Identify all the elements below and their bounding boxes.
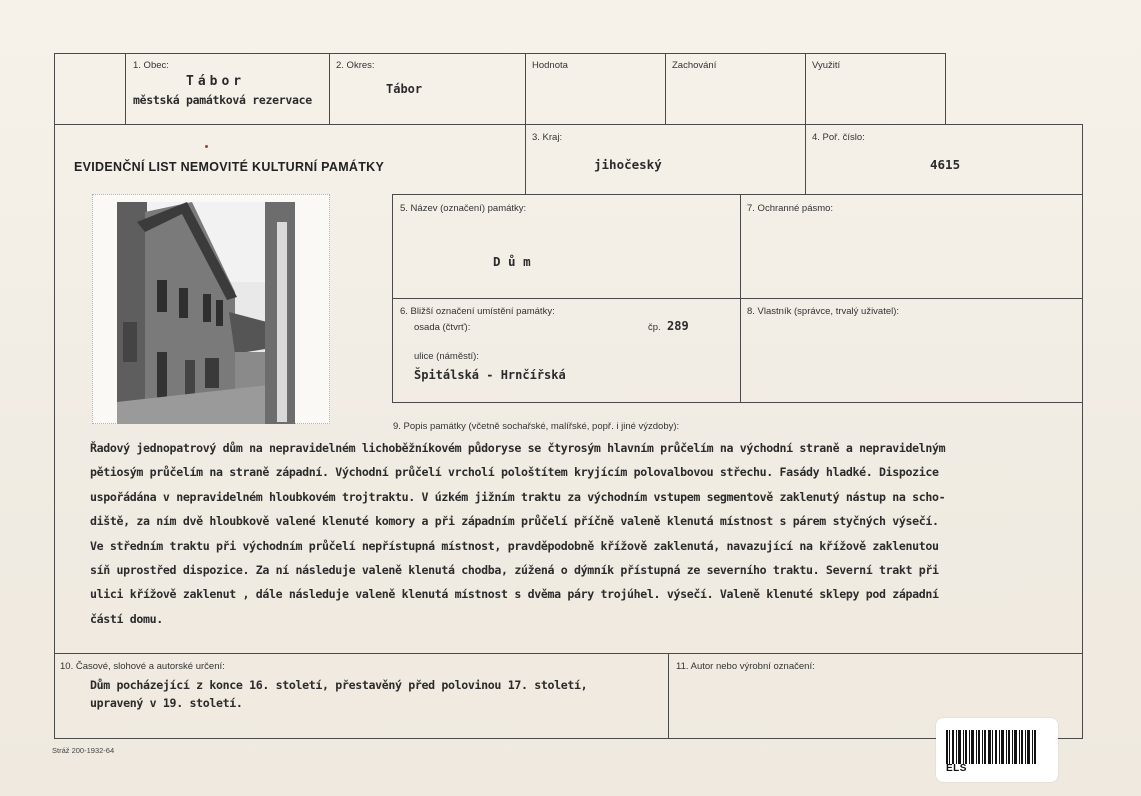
urceni-line: Dům pocházející z konce 16. století, přestavěný před polovinou 17. století, — [90, 678, 588, 692]
grid-line — [805, 53, 806, 195]
grid-line — [54, 53, 946, 54]
nazev-value: D ů m — [493, 254, 531, 269]
popis-line: Ve středním traktu při východním průčelí nepřístupná místnost, pravděpodobně křížově zaklenutá, navazující na křížově zaklenutou — [90, 538, 939, 553]
grid-line — [54, 53, 55, 739]
grid-line — [665, 53, 666, 125]
grid-line — [392, 194, 1083, 195]
ulice-label: ulice (náměstí): — [414, 351, 479, 362]
poradove-cislo-label: 4. Poř. číslo: — [812, 132, 865, 143]
house-photo-image — [117, 202, 295, 424]
vyuziti-label: Využití — [812, 60, 841, 71]
autor-label: 11. Autor nebo výrobní označení: — [676, 661, 815, 672]
okres-value: Tábor — [386, 82, 423, 96]
grid-line — [54, 738, 1083, 739]
grid-line — [54, 653, 1083, 654]
poradove-cislo-value: 4615 — [930, 157, 961, 172]
ochranne-pasmo-label: 7. Ochranné pásmo: — [747, 203, 834, 214]
form-title: EVIDENČNÍ LIST NEMOVITÉ KULTURNÍ PAMÁTKY — [74, 160, 385, 174]
popis-line: Řadový jednopatrový dům na nepravidelném lichoběžníkovém půdoryse se čtyrosým hlavním průčelím na východní straně a nepravidelným — [90, 441, 946, 455]
ulice-value: Špitálská - Hrnčířská — [414, 368, 566, 382]
popis-line: síň uprostřed dispozice. Za ní následuje valeně klenutá chodba, zúžená o dýmník přístupná ze severního traktu. Severní trakt při — [90, 563, 939, 578]
osada-label: osada (čtvrť): — [414, 322, 471, 333]
popis-line: částí domu. — [90, 611, 163, 626]
okres-label: 2. Okres: — [336, 60, 375, 71]
print-code: Stráž 200-1932-64 — [52, 746, 115, 755]
cp-value: 289 — [667, 319, 689, 333]
grid-line — [54, 124, 1083, 125]
popis-line: pětiosým průčelím na straně západní. Východní průčelí vrcholí pološtítem kryjícím polovalbovou střechu. Fasády hladké. Dispozice — [90, 465, 939, 480]
grid-line — [329, 53, 330, 125]
popis-label: 9. Popis památky (včetně sochařské, malířské, popř. i jiné výzdoby): — [393, 421, 680, 432]
popis-line: diště, za ním dvě hloubkově valené klenuté komory a při západním průčelí příčně valeně klenutá místnost s párem styčných výsečí. — [90, 514, 939, 529]
building-photo — [117, 202, 295, 424]
grid-line — [525, 53, 526, 195]
grid-line — [740, 194, 741, 403]
sticker-label: ELS — [946, 763, 967, 774]
popis-line: uspořádána v nepravidelném hloubkovém trojtraktu. V úzkém jižním traktu za východním vstupem segmentově zaklenutý nástup na scho- — [90, 489, 946, 504]
hodnota-label: Hodnota — [532, 60, 568, 71]
obec-value: Tábor — [186, 74, 246, 89]
obec-label: 1. Obec: — [133, 60, 169, 71]
urceni-label: 10. Časové, slohové a autorské určení: — [60, 661, 225, 672]
kraj-value: jihočeský — [594, 157, 662, 172]
zachovani-label: Zachování — [672, 60, 717, 71]
grid-line — [392, 194, 393, 403]
grid-line — [945, 53, 946, 125]
grid-line — [392, 402, 1083, 403]
grid-line — [668, 653, 669, 739]
urceni-text — [90, 676, 660, 712]
barcode-sticker — [936, 718, 1058, 782]
urceni-line: upravený v 19. století. — [90, 696, 243, 710]
grid-line — [392, 298, 1083, 299]
popis-text — [90, 436, 1030, 631]
popis-line: ulici křížově zaklenut , dále následuje valeně klenutá místnost s dvěma páry trojúhel. výsečí. Valeně klenuté sklepy pod západní — [90, 587, 939, 602]
red-mark — [205, 145, 208, 148]
barcode-icon — [946, 730, 1038, 764]
kraj-label: 3. Kraj: — [532, 132, 563, 143]
umisteni-label: 6. Bližší označení umístění památky: — [400, 306, 555, 317]
grid-line — [125, 53, 126, 125]
nazev-label: 5. Název (označení) památky: — [400, 203, 527, 214]
cp-label: čp. — [648, 322, 661, 333]
obec-rezervace: městská památková rezervace — [133, 93, 312, 107]
vlastnik-label: 8. Vlastník (správce, trvalý uživatel): — [747, 306, 900, 317]
grid-line — [1082, 124, 1083, 739]
